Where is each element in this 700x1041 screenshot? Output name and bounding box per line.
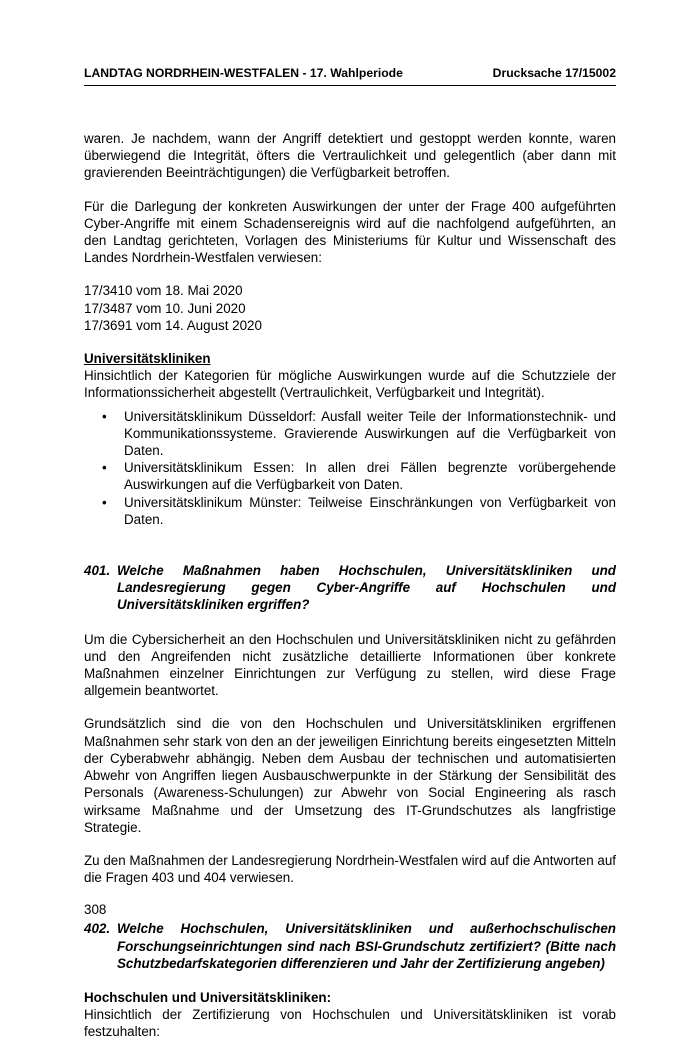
header-title: LANDTAG NORDRHEIN-WESTFALEN - 17. Wahlperiode xyxy=(84,66,403,80)
section-intro-hochschulen: Hinsichtlich der Zertifizierung von Hochschulen und Universitätskliniken ist vorab festzuhalten: xyxy=(84,1007,616,1040)
bullet-list xyxy=(84,408,616,528)
answer-paragraph: Zu den Maßnahmen der Landesregierung Nordrhein-Westfalen wird auf die Antworten auf die Fragen 403 und 404 verwiesen. xyxy=(84,852,616,886)
reference-list xyxy=(84,282,616,334)
question-402 xyxy=(84,920,616,972)
document-body xyxy=(84,130,616,1041)
bullet-item: • Universitätsklinikum Essen: In allen drei Fällen begrenzte vorübergehende Auswirkungen auf die Verfügbarkeit von Daten. xyxy=(84,459,616,493)
section-intro-universitaetskliniken: Hinsichtlich der Kategorien für mögliche Auswirkungen wurde auf die Schutzziele der Informationssicherheit abgestellt (Vertraulichkeit, Verfügbarkeit und Integrität). xyxy=(84,368,616,401)
reference-item: 17/3410 vom 18. Mai 2020 xyxy=(84,283,243,299)
section-heading-universitaetskliniken: Universitätskliniken xyxy=(84,351,211,367)
section-universitaetskliniken xyxy=(84,350,616,528)
question-text: Welche Hochschulen, Universitätskliniken und außerhochschulischen Forschungseinrichtungen sind nach BSI-Grundschutz zertifiziert? (Bitte nach Schutzbedarfskategorien differenzieren und Jahr der Zertifizierung angeben) xyxy=(117,921,616,971)
question-number: 401. xyxy=(84,563,111,579)
question-number: 402. xyxy=(84,921,111,937)
paragraph-continuation: waren. Je nachdem, wann der Angriff detektiert und gestoppt werden konnte, waren überwiegend die Integrität, öfters die Vertraulichkeit und gelegentlich (aber dann mit gravierenden Beeinträchtigungen) die Verfügbarkeit betroffen. xyxy=(84,131,616,181)
reference-item: 17/3691 vom 14. August 2020 xyxy=(84,317,262,333)
page-number: 308 xyxy=(84,902,107,917)
section-hochschulen xyxy=(84,989,616,1041)
reference-item: 17/3487 vom 10. Juni 2020 xyxy=(84,300,246,316)
question-401 xyxy=(84,562,616,614)
paragraph-references-intro: Für die Darlegung der konkreten Auswirkungen der unter der Frage 400 aufgeführten Cyber-Angriffe mit einem Schadensereignis wird auf die nachfolgend aufgeführten, an den Landtag gerichteten, Vorlagen des Ministeriums für Kultur und Wissenschaft des Landes Nordrhein-Westfalen verwiesen: xyxy=(84,198,616,266)
answer-paragraph: Um die Cybersicherheit an den Hochschulen und Universitätskliniken nicht zu gefährden und den Angreifenden nicht zusätzliche detaillierte Informationen über konkrete Maßnahmen einzelner Einrichtungen zur Verfügung zu stellen, wird diese Frage allgemein beantwortet. xyxy=(84,631,616,699)
header-rule xyxy=(84,85,616,86)
answer-paragraph: Grundsätzlich sind die von den Hochschulen und Universitätskliniken ergriffenen Maßnahmen sehr stark von den an der jeweiligen Einrichtung bereits eingesetzten Mitteln der Cyberabwehr abhängig. Neben dem Ausbau der technischen und automatisierten Abwehr von Angriffen liegen Ausbauschwerpunkte in der Stärkung der Sensibilität des Personals (Awareness-Schulungen) zur Abwehr von Social Engineering als rasch wirksame Maßnahme und der Umsetzung des IT-Grundschutzes als langfristige Strategie. xyxy=(84,716,616,835)
header-document-number: Drucksache 17/15002 xyxy=(492,66,616,80)
page-header xyxy=(84,66,616,80)
question-text: Welche Maßnahmen haben Hochschulen, Universitätskliniken und Landesregierung gegen Cyber-Angriffe auf Hochschulen und Universitätskliniken ergriffen? xyxy=(117,563,616,613)
bullet-item: • Universitätsklinikum Düsseldorf: Ausfall weiter Teile der Informationstechnik- und Kommunikationssysteme. Gravierende Auswirkungen auf die Verfügbarkeit von Daten. xyxy=(84,408,616,460)
section-heading-hochschulen: Hochschulen und Universitätskliniken: xyxy=(84,989,332,1005)
bullet-item: • Universitätsklinikum Münster: Teilweise Einschränkungen von Verfügbarkeit von Daten. xyxy=(84,494,616,528)
